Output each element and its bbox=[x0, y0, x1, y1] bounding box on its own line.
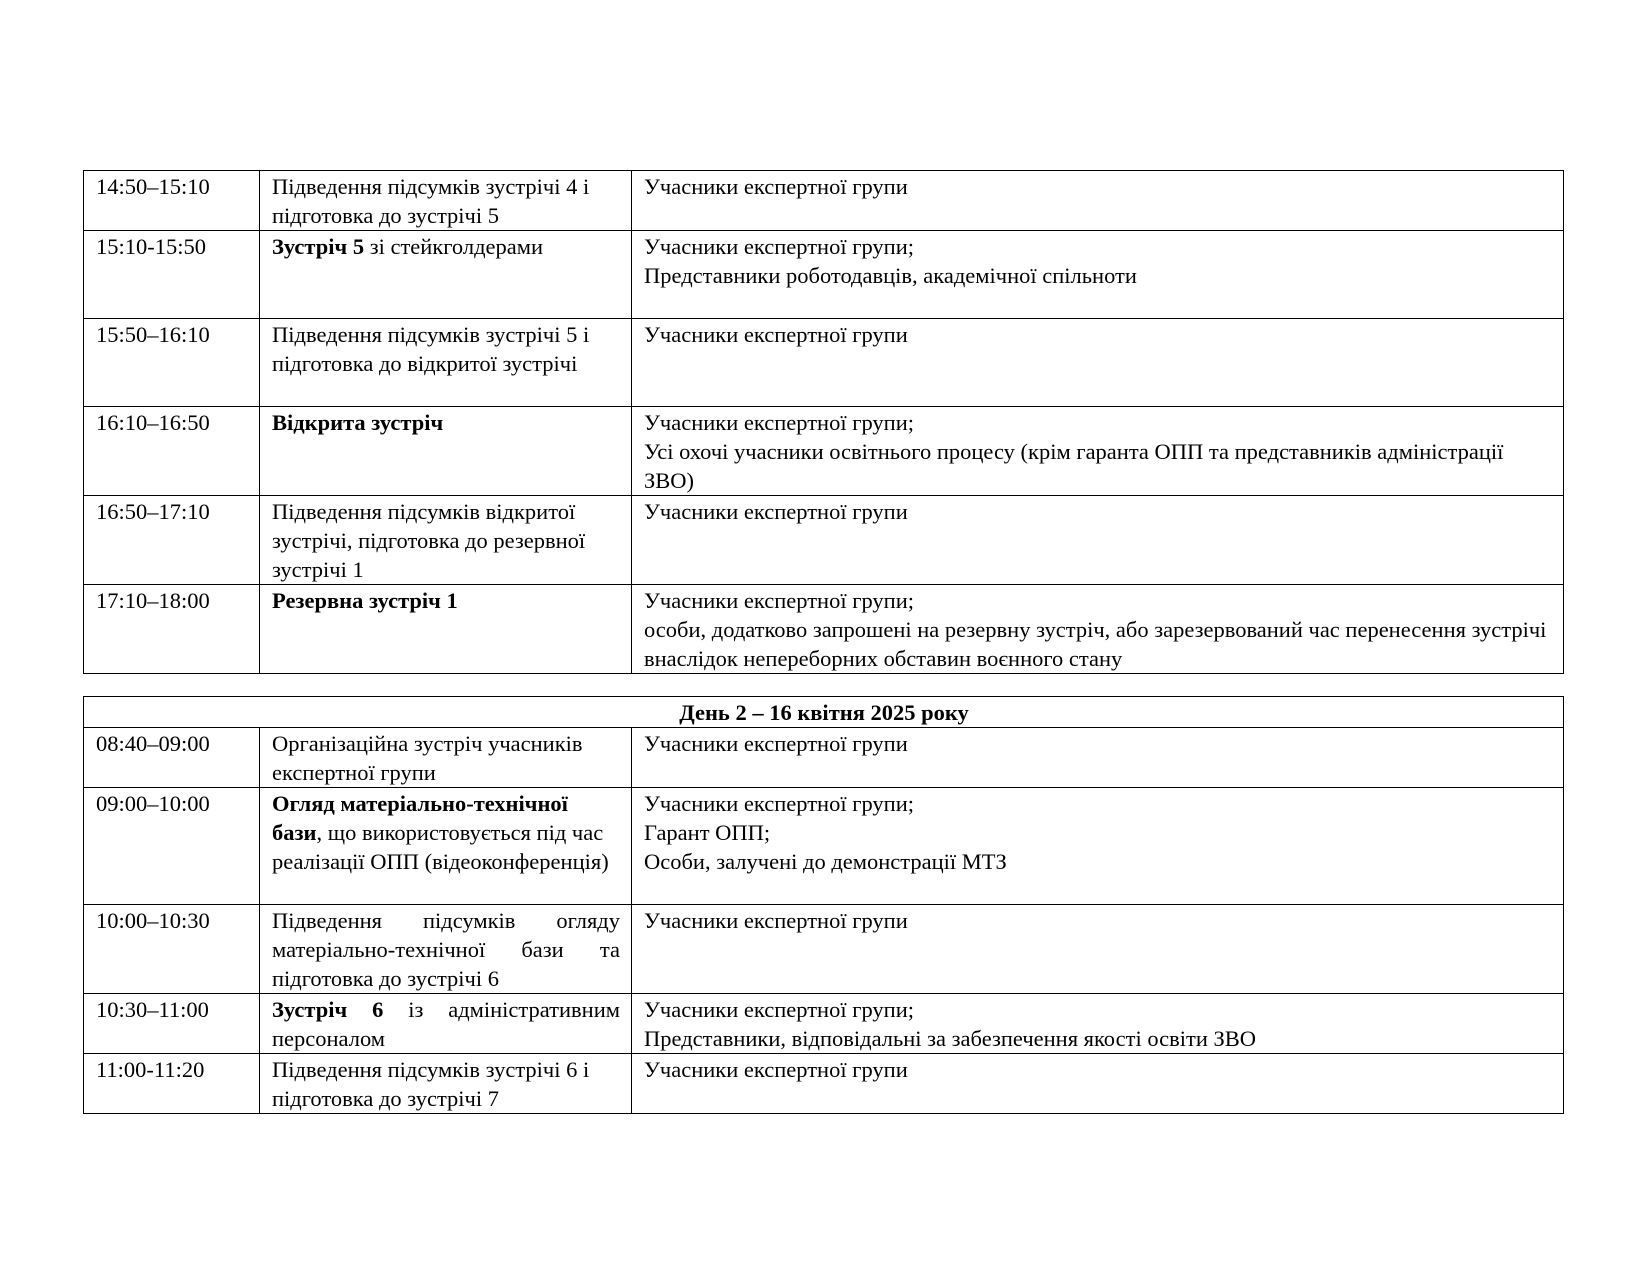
activity-cell bbox=[260, 994, 632, 1054]
activity-cell bbox=[260, 231, 632, 319]
activity-cell: Підведення підсумків відкритої зустрічі, підготовка до резервної зустрічі 1 bbox=[260, 496, 632, 585]
time-cell: 14:50–15:10 bbox=[84, 171, 260, 231]
table-row bbox=[84, 728, 1564, 788]
participants-cell bbox=[632, 585, 1564, 674]
activity-text: зі стейкголдерами bbox=[364, 234, 544, 259]
participant-line: Учасники експертної групи; bbox=[644, 234, 914, 259]
participants-cell bbox=[632, 728, 1564, 788]
time-cell: 15:10-15:50 bbox=[84, 231, 260, 319]
participants-cell bbox=[632, 231, 1564, 319]
activity-bold-text: Зустріч 6 bbox=[272, 997, 384, 1022]
participants-cell bbox=[632, 407, 1564, 496]
time-cell: 15:50–16:10 bbox=[84, 319, 260, 407]
participants-cell bbox=[632, 994, 1564, 1054]
table-row bbox=[84, 1054, 1564, 1114]
participant-line: Учасники експертної групи bbox=[644, 499, 908, 524]
activity-bold-text: Огляд матеріально-технічної бази bbox=[272, 791, 568, 845]
table-row bbox=[84, 585, 1564, 674]
table-row bbox=[84, 905, 1564, 994]
time-cell: 10:00–10:30 bbox=[84, 905, 260, 994]
activity-bold-text: Резервна зустріч 1 bbox=[272, 588, 458, 613]
activity-cell bbox=[260, 585, 632, 674]
participant-line: Учасники експертної групи bbox=[644, 322, 908, 347]
time-cell: 11:00-11:20 bbox=[84, 1054, 260, 1114]
participant-line: Учасники експертної групи bbox=[644, 174, 908, 199]
activity-text: із адміністративним персоналом bbox=[272, 997, 620, 1051]
participant-line: Усі охочі учасники освітнього процесу (крім гаранта ОПП та представників адміністрації ЗВО) bbox=[644, 439, 1504, 493]
participant-line: Учасники експертної групи; bbox=[644, 410, 914, 435]
participants-cell bbox=[632, 496, 1564, 585]
activity-bold-text: Зустріч 5 bbox=[272, 234, 365, 259]
table-row bbox=[84, 788, 1564, 905]
activity-cell: Підведення підсумків зустрічі 6 і підготовка до зустрічі 7 bbox=[260, 1054, 632, 1114]
participant-line: Особи, залучені до демонстрації МТЗ bbox=[644, 849, 1007, 874]
activity-cell: Підведення підсумків зустрічі 4 і підготовка до зустрічі 5 bbox=[260, 171, 632, 231]
participant-line: Учасники експертної групи; bbox=[644, 588, 914, 613]
time-cell: 16:50–17:10 bbox=[84, 496, 260, 585]
activity-cell bbox=[260, 407, 632, 496]
day-header-row bbox=[84, 697, 1564, 728]
activity-cell: Підведення підсумків огляду матеріально-технічної бази та підготовка до зустрічі 6 bbox=[260, 905, 632, 994]
table-row bbox=[84, 171, 1564, 231]
schedule-table-day1-continued bbox=[83, 170, 1564, 674]
table-row bbox=[84, 231, 1564, 319]
activity-cell: Підведення підсумків зустрічі 5 і підготовка до відкритої зустрічі bbox=[260, 319, 632, 407]
table-row bbox=[84, 319, 1564, 407]
participant-line: Учасники експертної групи bbox=[644, 1057, 908, 1082]
table-row bbox=[84, 994, 1564, 1054]
activity-cell: Організаційна зустріч учасників експертної групи bbox=[260, 728, 632, 788]
participant-line: Представники, відповідальні за забезпечення якості освіти ЗВО bbox=[644, 1026, 1257, 1051]
participant-line: Представники роботодавців, академічної спільноти bbox=[644, 263, 1137, 288]
participant-line: Учасники експертної групи bbox=[644, 731, 908, 756]
participant-line: Гарант ОПП; bbox=[644, 820, 771, 845]
participants-cell bbox=[632, 171, 1564, 231]
time-cell: 17:10–18:00 bbox=[84, 585, 260, 674]
table-row bbox=[84, 496, 1564, 585]
participants-cell bbox=[632, 319, 1564, 407]
time-cell: 08:40–09:00 bbox=[84, 728, 260, 788]
activity-text: , що використовується під час реалізації ОПП (відеоконференція) bbox=[272, 820, 609, 874]
participant-line: Учасники експертної групи bbox=[644, 908, 908, 933]
day-header: День 2 – 16 квітня 2025 року bbox=[84, 697, 1564, 728]
time-cell: 09:00–10:00 bbox=[84, 788, 260, 905]
participants-cell bbox=[632, 1054, 1564, 1114]
activity-bold-text: Відкрита зустріч bbox=[272, 410, 444, 435]
participant-line: Учасники експертної групи; bbox=[644, 997, 914, 1022]
participants-cell bbox=[632, 788, 1564, 905]
schedule-table-day2 bbox=[83, 696, 1564, 1114]
activity-cell bbox=[260, 788, 632, 905]
table-row bbox=[84, 407, 1564, 496]
time-cell: 10:30–11:00 bbox=[84, 994, 260, 1054]
time-cell: 16:10–16:50 bbox=[84, 407, 260, 496]
participant-line: особи, додатково запрошені на резервну зустріч, або зарезервований час перенесення зустрічі внаслідок непереборних обставин воєнного стану bbox=[644, 617, 1547, 671]
participants-cell bbox=[632, 905, 1564, 994]
participant-line: Учасники експертної групи; bbox=[644, 791, 914, 816]
